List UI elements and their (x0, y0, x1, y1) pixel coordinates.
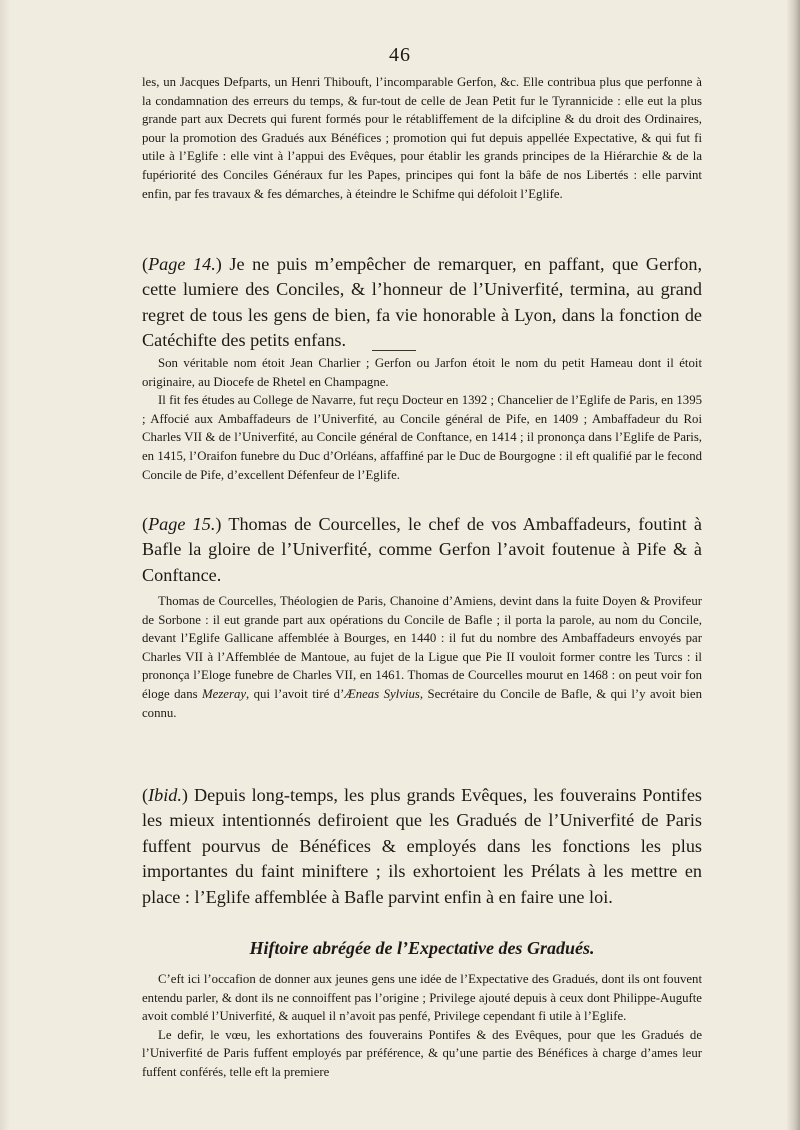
note-gerson-career: Il fit fes études au College de Navarre, fut reçu Docteur en 1392 ; Chancelier de l’Eglife de Paris, en 1395 ; Affocié aux Ambaffadeurs de l’Univerfité, au Concile général de Pife, en 1409 ; Ambaffadeur du Roi Charles VII & de l’Univerfité, au Concile général de Conftance, en 1414 ; il prononça dans l’Eglife de Paris, en 1415, l’Oraifon funebre du Duc d’Orléans, affaffiné par le Duc de Bourgogne : il eft qualifié par le fecond Concile de Pife, d’excellent Défenfeur de l’Eglife. (142, 393, 702, 482)
opening-paragraph-text: les, un Jacques Defparts, un Henri Thibouft, l’incomparable Gerfon, &c. Elle contribua plus que perfonne à la condamnation des erreurs du temps, & fur-tout de celle de Jean Petit fur le Tyrannicide : elle eut la plus grande part aux Decrets qui furent formés pour le rétabliffement de la difcipline & du droit des Ordinaires, pour la promotion des Gradués aux Bénéfices ; promotion qui fut depuis appellée Expectative, & qui fut fi utile à l’Eglife : elle vint à l’appui des Evêques, pour établir les grands principes de la Hiérarchie & de la fupériorité des Conciles Généraux fur les Papes, principes qui font la bâfe de nos Libertés : elle parvint enfin, par fes travaux & fes démarches, à éteindre le Schifme qui défoloit l’Eglife. (142, 75, 702, 201)
note-courcelles-mid: , qui l’avoit tiré d’ (246, 686, 345, 701)
commentary-courcelles (142, 512, 702, 588)
page-reference: Page 15. (148, 514, 216, 534)
commentary-gerson-body: Je ne puis m’empêcher de remarquer, en paffant, que Gerfon, cette lumiere des Conciles, & l’honneur de l’Univerfité, termina, au grand regret de tous les gens de bien, fa vie honorable à Lyon, dans la fonction de Catéchifte des petits enfans. (142, 254, 702, 351)
history-paragraph-2: Le defir, le vœu, les exhortations des fouverains Pontifes & des Evêques, pour que les Gradués de l’Univerfité de Paris fuffent employés par préférence, & qu’une partie des Bénéfices à charge d’ames leur fuffent conférés, telle eft la premiere (142, 1027, 702, 1079)
history-section (142, 970, 702, 1082)
page-left-shadow (0, 0, 10, 1130)
author-mezeray: Mezeray (201, 686, 247, 701)
commentary-gradues-text: (Ibid.) Depuis long-temps, les plus grands Evêques, les fouverains Pontifes les mieux intentionnés defiroient que les Gradués de l’Univerfité de Paris fuffent pourvus de Bénéfices & employés dans les fonctions les plus importantes du faint miniftere ; ils exhortoient les Prélats à les mettre en place : l’Eglife affemblée à Bafle parvint enfin à en faire une loi. (142, 785, 702, 907)
note-courcelles-end: , Secrétaire du Concile de Bafle, & qui l’y avoit bien connu. (142, 686, 702, 720)
note-courcelles-body: Thomas de Courcelles, Théologien de Paris, Chanoine d’Amiens, devint dans la fuite Doyen & Provifeur de Sorbone : il eut grande part aux opérations du Concile de Bafle ; il porta la parole, au nom du Concile, devant l’Eglife Gallicane affemblée à Bourges, en 1440 : il fut du nombre des Ambaffadeurs envoyés par Charles VII à l’Affemblée de Mantoue, au fujet de la Ligue que Pie II vouloit former contre les Turcs : il prononça l’Eloge funebre de Charles VII, en 1461. Thomas de Courcelles mourut en 1468 : on peut voir fon éloge dans (142, 594, 702, 701)
commentary-courcelles-text: (Page 15.) Thomas de Courcelles, le chef de vos Ambaffadeurs, foutint à Bafle la gloire de l’Univerfité, comme Gerfon l’avoit foutenue à Pife & à Conftance. (142, 514, 703, 585)
section-heading: Hiftoire abrégée de l’Expectative des Gradués. (249, 938, 595, 958)
page-reference: Page 14. (148, 254, 216, 274)
page-right-edge (786, 0, 800, 1130)
commentary-gerson-text: (Page 14.) Je ne puis m’empêcher de remarquer, en paffant, que Gerfon, cette lumiere des Conciles, & l’honneur de l’Univerfité, termina, au grand regret de tous les gens de bien, fa vie honorable à Lyon, dans la fonction de Catéchifte des petits enfans. (142, 254, 702, 351)
commentary-gerson (142, 252, 702, 354)
history-paragraph-1: C’eft ici l’occafion de donner aux jeunes gens une idée de l’Expectative des Gradués, dont ils ont fouvent entendu parler, & dont ils ne connoiffent pas l’origine ; Privilege ajouté depuis à ceux dont Philippe-Augufte avoit comblé l’Univerfité, & auquel il n’avoit pas penfé, Privilege cependant fi utile à l’Eglife. (142, 972, 702, 1024)
page-reference: Ibid. (148, 785, 182, 805)
opening-paragraph (142, 73, 702, 203)
note-gerson-name: Son véritable nom étoit Jean Charlier ; Gerfon ou Jarfon étoit le nom du petit Hameau dont il étoit originaire, au Diocefe de Rhetel en Champagne. (142, 356, 702, 389)
commentary-courcelles-body: Thomas de Courcelles, le chef de vos Ambaffadeurs, foutint à Bafle la gloire de l’Univerfité, comme Gerfon l’avoit foutenue à Pife & à Conftance. (142, 514, 703, 585)
note-courcelles-text (142, 592, 702, 722)
note-gerson (142, 354, 702, 484)
commentary-gradues-body: Depuis long-temps, les plus grands Evêques, les fouverains Pontifes les mieux intentionnés defiroient que les Gradués de l’Univerfité de Paris fuffent pourvus de Bénéfices & employés dans les fonctions les plus importantes du faint miniftere ; ils exhortoient les Prélats à les mettre en place : l’Eglife affemblée à Bafle parvint enfin à en faire une loi. (142, 785, 702, 907)
author-aeneas-sylvius: Æneas Sylvius (344, 686, 420, 701)
separator-rule (372, 350, 416, 351)
note-courcelles (142, 592, 702, 722)
commentary-gradues (142, 783, 702, 910)
page-number: 46 (389, 44, 411, 66)
